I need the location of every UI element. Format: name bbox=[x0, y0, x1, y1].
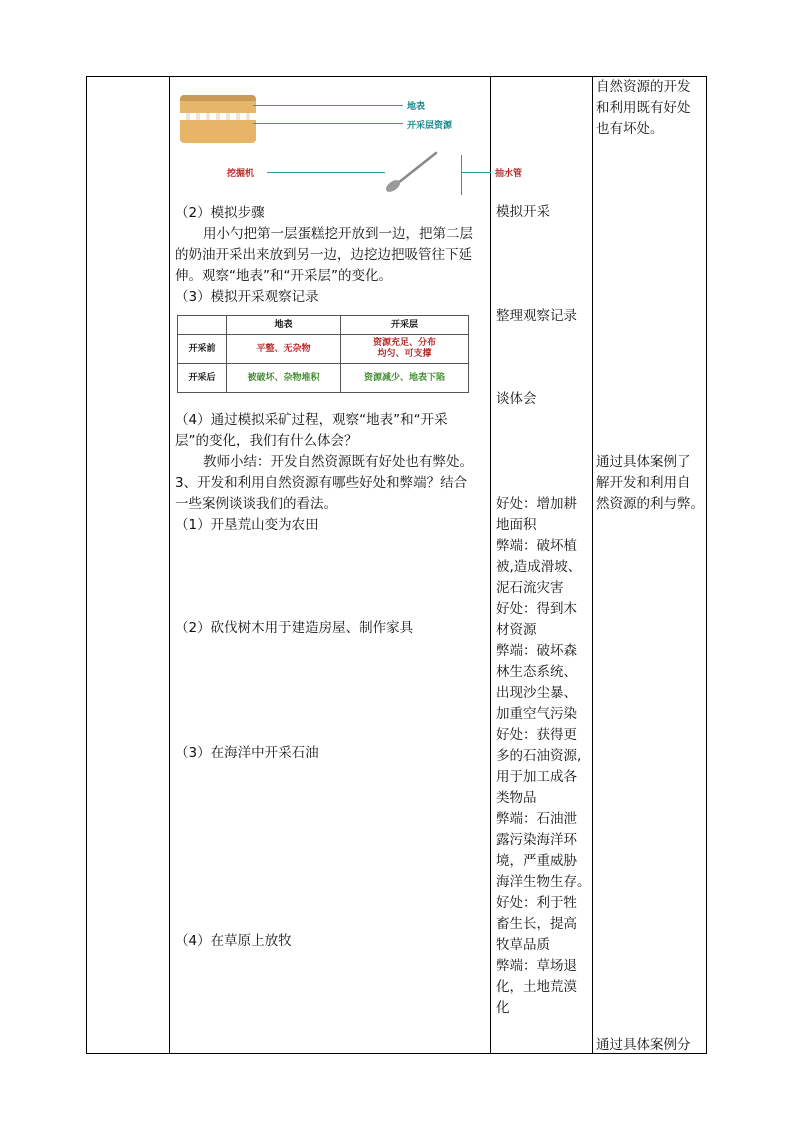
activity-record: 整理观察记录 bbox=[496, 308, 577, 324]
intent-text: 然资源的利与弊。 bbox=[596, 496, 704, 512]
activity-note-line: 泥石流灾害 bbox=[496, 580, 564, 596]
table-cell: 平整、无杂物 bbox=[227, 335, 341, 364]
table-header: 地表 bbox=[227, 316, 341, 335]
activity-note-line: 好处：利于牲 bbox=[496, 895, 577, 911]
activity-note-line: 类物品 bbox=[496, 790, 537, 806]
table-header: 开采层 bbox=[340, 316, 468, 335]
intent-text: 和利用既有好处 bbox=[596, 100, 691, 116]
step4-text: （4）通过模拟采矿过程，观察“地表”和“开采 bbox=[175, 412, 448, 428]
activity-note-line: 地面积 bbox=[496, 517, 537, 533]
mining-layer-label: 开采层资源 bbox=[407, 121, 453, 131]
layered-cake-image bbox=[180, 95, 256, 143]
step2-text: 的奶油开采出来放到另一边，边挖边把吸管往下延 bbox=[175, 247, 472, 263]
table-cell: 资源减少、地表下陷 bbox=[340, 364, 468, 393]
intent-text: 也有坏处。 bbox=[596, 121, 664, 137]
surface-label: 地表 bbox=[407, 102, 426, 112]
activity-note-line: 林生态系统、 bbox=[496, 664, 577, 680]
activity-note-line: 出现沙尘暴、 bbox=[496, 685, 577, 701]
activity-note-line: 好处：增加耕 bbox=[496, 496, 577, 512]
step2-title: （2）模拟步骤 bbox=[175, 205, 265, 221]
intent-text: 通过具体案例分 bbox=[596, 1037, 691, 1053]
activity-note-line: 化 bbox=[496, 1000, 510, 1016]
intent-text: 自然资源的开发 bbox=[596, 79, 691, 95]
activity-discuss: 谈体会 bbox=[496, 391, 537, 407]
pipe-icon bbox=[461, 155, 462, 195]
row-label: 开采前 bbox=[178, 335, 227, 364]
activity-note-line: 好处：得到木 bbox=[496, 601, 577, 617]
table-corner bbox=[178, 316, 227, 335]
spoon-icon bbox=[380, 149, 440, 193]
activity-note-line: 境，严重威胁 bbox=[496, 853, 577, 869]
case-2: （2）砍伐树木用于建造房屋、制作家具 bbox=[175, 620, 414, 636]
step2-text: 伸。观察“地表”和“开采层”的变化。 bbox=[175, 268, 392, 284]
question3-text: 3、开发和利用自然资源有哪些好处和弊端？结合 bbox=[175, 475, 468, 491]
lesson-table bbox=[86, 76, 707, 1054]
step3-title: （3）模拟开采观察记录 bbox=[175, 289, 319, 305]
activity-case-notes bbox=[496, 494, 591, 1019]
activity-note-line: 露污染海洋环 bbox=[496, 832, 577, 848]
activity-simulate: 模拟开采 bbox=[496, 204, 550, 220]
activity-note-line: 海洋生物生存。 bbox=[496, 874, 591, 890]
observation-table bbox=[177, 315, 469, 393]
design-intent-column bbox=[593, 77, 708, 1053]
activity-note-line: 牧草品质 bbox=[496, 937, 550, 953]
table-cell: 资源充足、分布 均匀、可支撑 bbox=[340, 335, 468, 364]
excavator-label: 挖掘机 bbox=[227, 169, 255, 179]
case-1: （1）开垦荒山变为农田 bbox=[175, 517, 319, 533]
activity-note-line: 化，土地荒漠 bbox=[496, 979, 577, 995]
teacher-summary: 教师小结：开发自然资源既有好处也有弊处。 bbox=[203, 454, 473, 470]
activity-note-line: 弊端：石油泄 bbox=[496, 811, 577, 827]
intent-text: 通过具体案例了 bbox=[596, 454, 691, 470]
activity-note-line: 加重空气污染 bbox=[496, 706, 577, 722]
step2-text: 用小勺把第一层蛋糕挖开放到一边，把第二层 bbox=[203, 226, 473, 242]
student-activity-column bbox=[491, 77, 592, 1053]
question3-text: 一些案例谈谈我们的看法。 bbox=[175, 496, 337, 512]
pipe-label: 抽水管 bbox=[495, 169, 523, 179]
intent-text: 解开发和利用自 bbox=[596, 475, 691, 491]
activity-note-line: 用于加工成各 bbox=[496, 769, 577, 785]
activity-note-line: 弊端：破坏森 bbox=[496, 643, 577, 659]
table-cell: 被破坏、杂物堆积 bbox=[227, 364, 341, 393]
activity-note-line: 弊端：草场退 bbox=[496, 958, 577, 974]
activity-note-line: 材资源 bbox=[496, 622, 537, 638]
activity-note-line: 弊端：破坏植 bbox=[496, 538, 577, 554]
row-label: 开采后 bbox=[178, 364, 227, 393]
step4-text: 层”的变化，我们有什么体会？ bbox=[175, 433, 358, 449]
activity-note-line: 被,造成滑坡、 bbox=[496, 559, 582, 575]
activity-note-line: 多的石油资源, bbox=[496, 748, 582, 764]
activity-note-line: 畜生长，提高 bbox=[496, 916, 577, 932]
cake-mining-figure bbox=[175, 91, 523, 201]
case-3: （3）在海洋中开采石油 bbox=[175, 745, 319, 761]
case-4: （4）在草原上放牧 bbox=[175, 933, 292, 949]
activity-note-line: 好处：获得更 bbox=[496, 727, 577, 743]
